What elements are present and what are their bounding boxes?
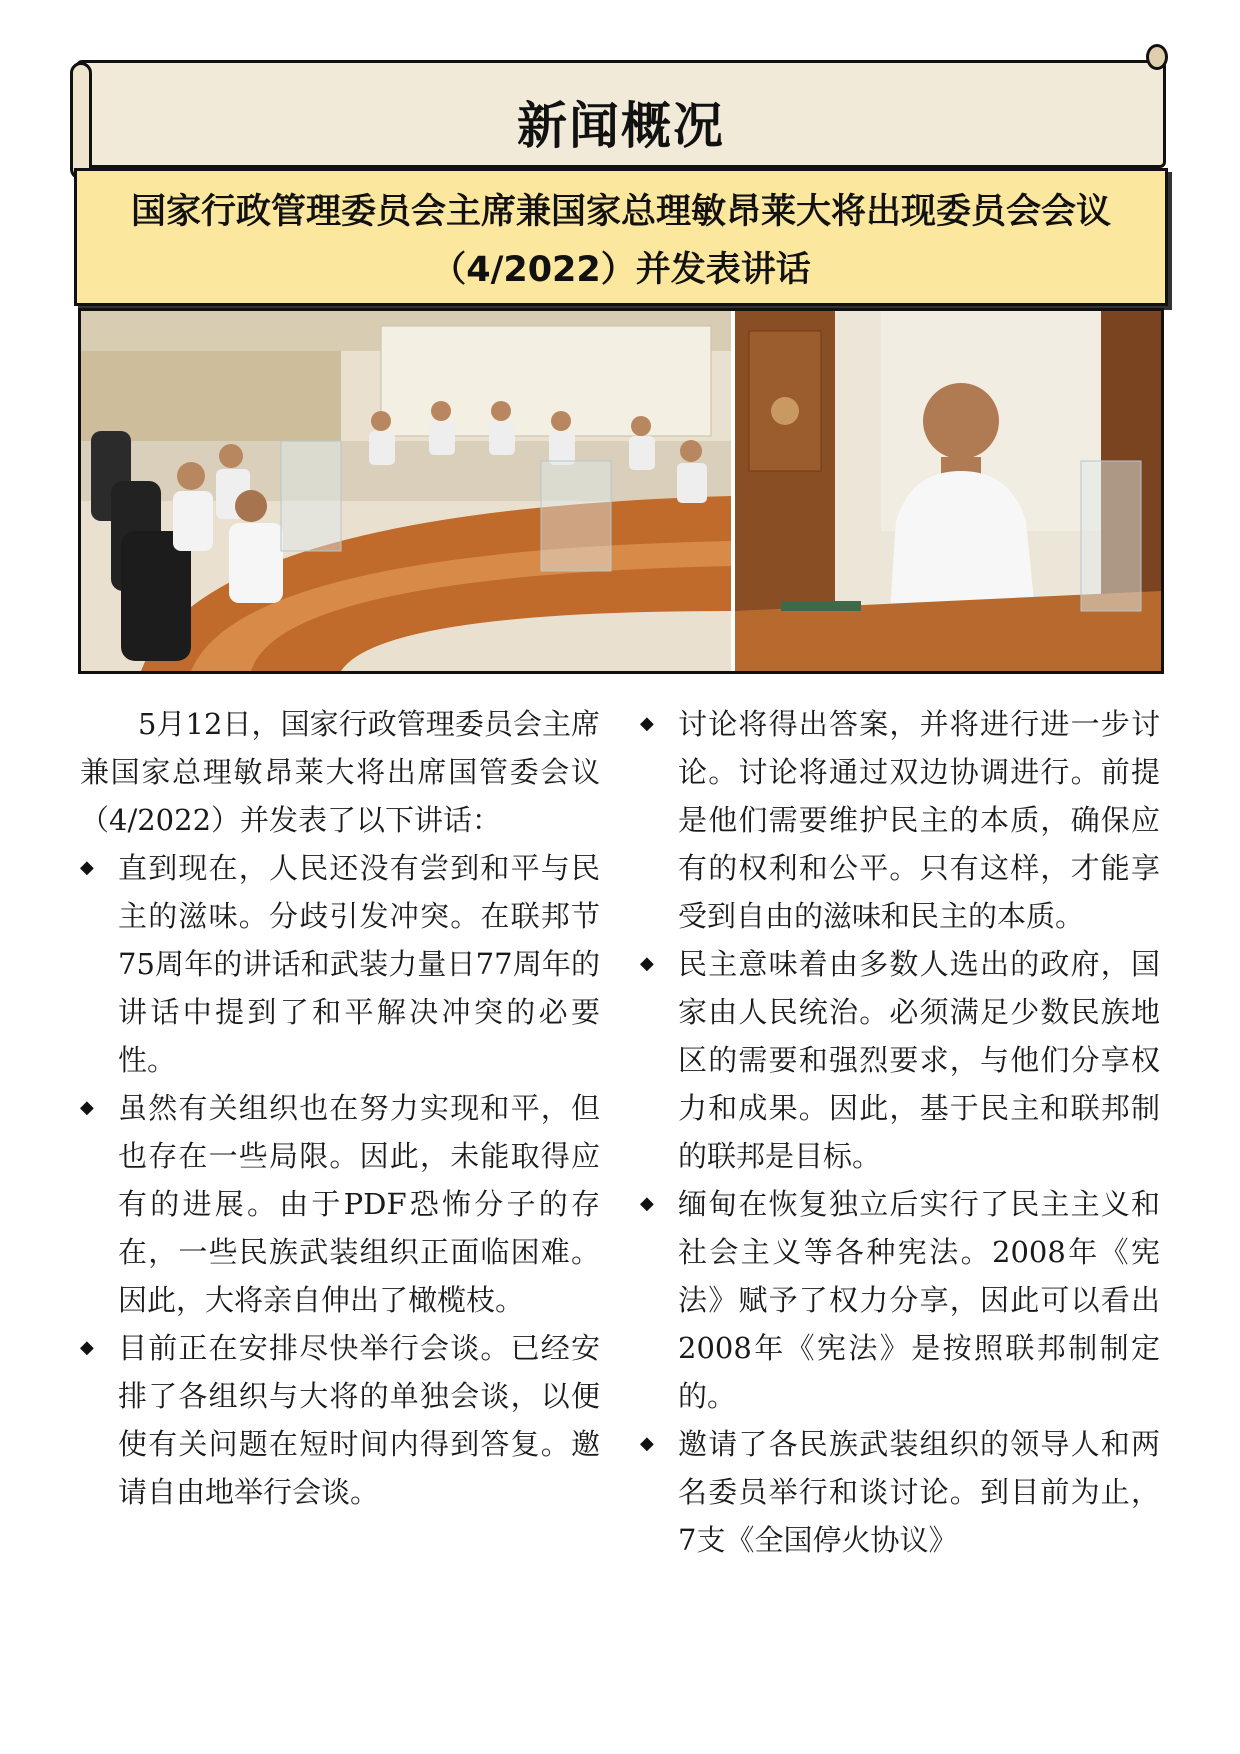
diamond-bullet-icon: ◆ bbox=[80, 857, 94, 878]
list-item bbox=[640, 700, 1160, 940]
list-item bbox=[640, 1420, 1160, 1564]
scroll-curl-right bbox=[1146, 44, 1168, 70]
list-item-text: 邀请了各民族武装组织的领导人和两名委员举行和谈讨论。到目前为止，7支《全国停火协议》 bbox=[678, 1427, 1160, 1557]
list-item-text: 目前正在安排尽快举行会谈。已经安排了各组织与大将的单独会谈，以便使有关问题在短时间内得到答复。邀请自由地举行会谈。 bbox=[118, 1331, 600, 1509]
list-item-text: 缅甸在恢复独立后实行了民主主义和社会主义等各种宪法。2008年《宪法》赋予了权力分享，因此可以看出2008年《宪法》是按照联邦制制定的。 bbox=[678, 1187, 1160, 1413]
headline-line-2: （4/2022）并发表讲话 bbox=[431, 250, 811, 290]
diamond-bullet-icon: ◆ bbox=[80, 1337, 94, 1358]
left-column bbox=[80, 700, 600, 1516]
right-column bbox=[640, 700, 1160, 1564]
meeting-photos bbox=[81, 311, 1161, 671]
list-item bbox=[80, 844, 600, 1084]
meeting-room-photo bbox=[81, 311, 731, 671]
list-item-text: 虽然有关组织也在努力实现和平，但也存在一些局限。因此，未能取得应有的进展。由于PDF恐怖分子的存在，一些民族武装组织正面临困难。因此，大将亲自伸出了橄榄枝。 bbox=[118, 1091, 600, 1317]
speaker-photo bbox=[735, 311, 1161, 671]
intro-paragraph: 5月12日，国家行政管理委员会主席兼国家总理敏昂莱大将出席国管委会议（4/2022）并发表了以下讲话： bbox=[80, 707, 600, 837]
diamond-bullet-icon: ◆ bbox=[640, 953, 654, 974]
list-item bbox=[640, 940, 1160, 1180]
diamond-bullet-icon: ◆ bbox=[640, 1433, 654, 1454]
list-item bbox=[640, 1180, 1160, 1420]
list-item-text: 直到现在，人民还没有尝到和平与民主的滋味。分歧引发冲突。在联邦节75周年的讲话和武装力量日77周年的讲话中提到了和平解决冲突的必要性。 bbox=[118, 851, 600, 1077]
news-photo-frame bbox=[78, 308, 1164, 674]
diamond-bullet-icon: ◆ bbox=[640, 713, 654, 734]
list-item-text: 讨论将得出答案，并将进行进一步讨论。讨论将通过双边协调进行。前提是他们需要维护民主的本质，确保应有的权利和公平。只有这样，才能享受到自由的滋味和民主的本质。 bbox=[678, 707, 1160, 933]
list-item bbox=[80, 1324, 600, 1516]
diamond-bullet-icon: ◆ bbox=[80, 1097, 94, 1118]
list-item-text: 民主意味着由多数人选出的政府，国家由人民统治。必须满足少数民族地区的需要和强烈要求，与他们分享权力和成果。因此，基于民主和联邦制的联邦是目标。 bbox=[678, 947, 1160, 1173]
diamond-bullet-icon: ◆ bbox=[640, 1193, 654, 1214]
headline-line-1: 国家行政管理委员会主席兼国家总理敏昂莱大将出现委员会会议 bbox=[130, 192, 1111, 232]
list-item bbox=[80, 1084, 600, 1324]
page-title: 新闻概况 bbox=[517, 97, 725, 155]
